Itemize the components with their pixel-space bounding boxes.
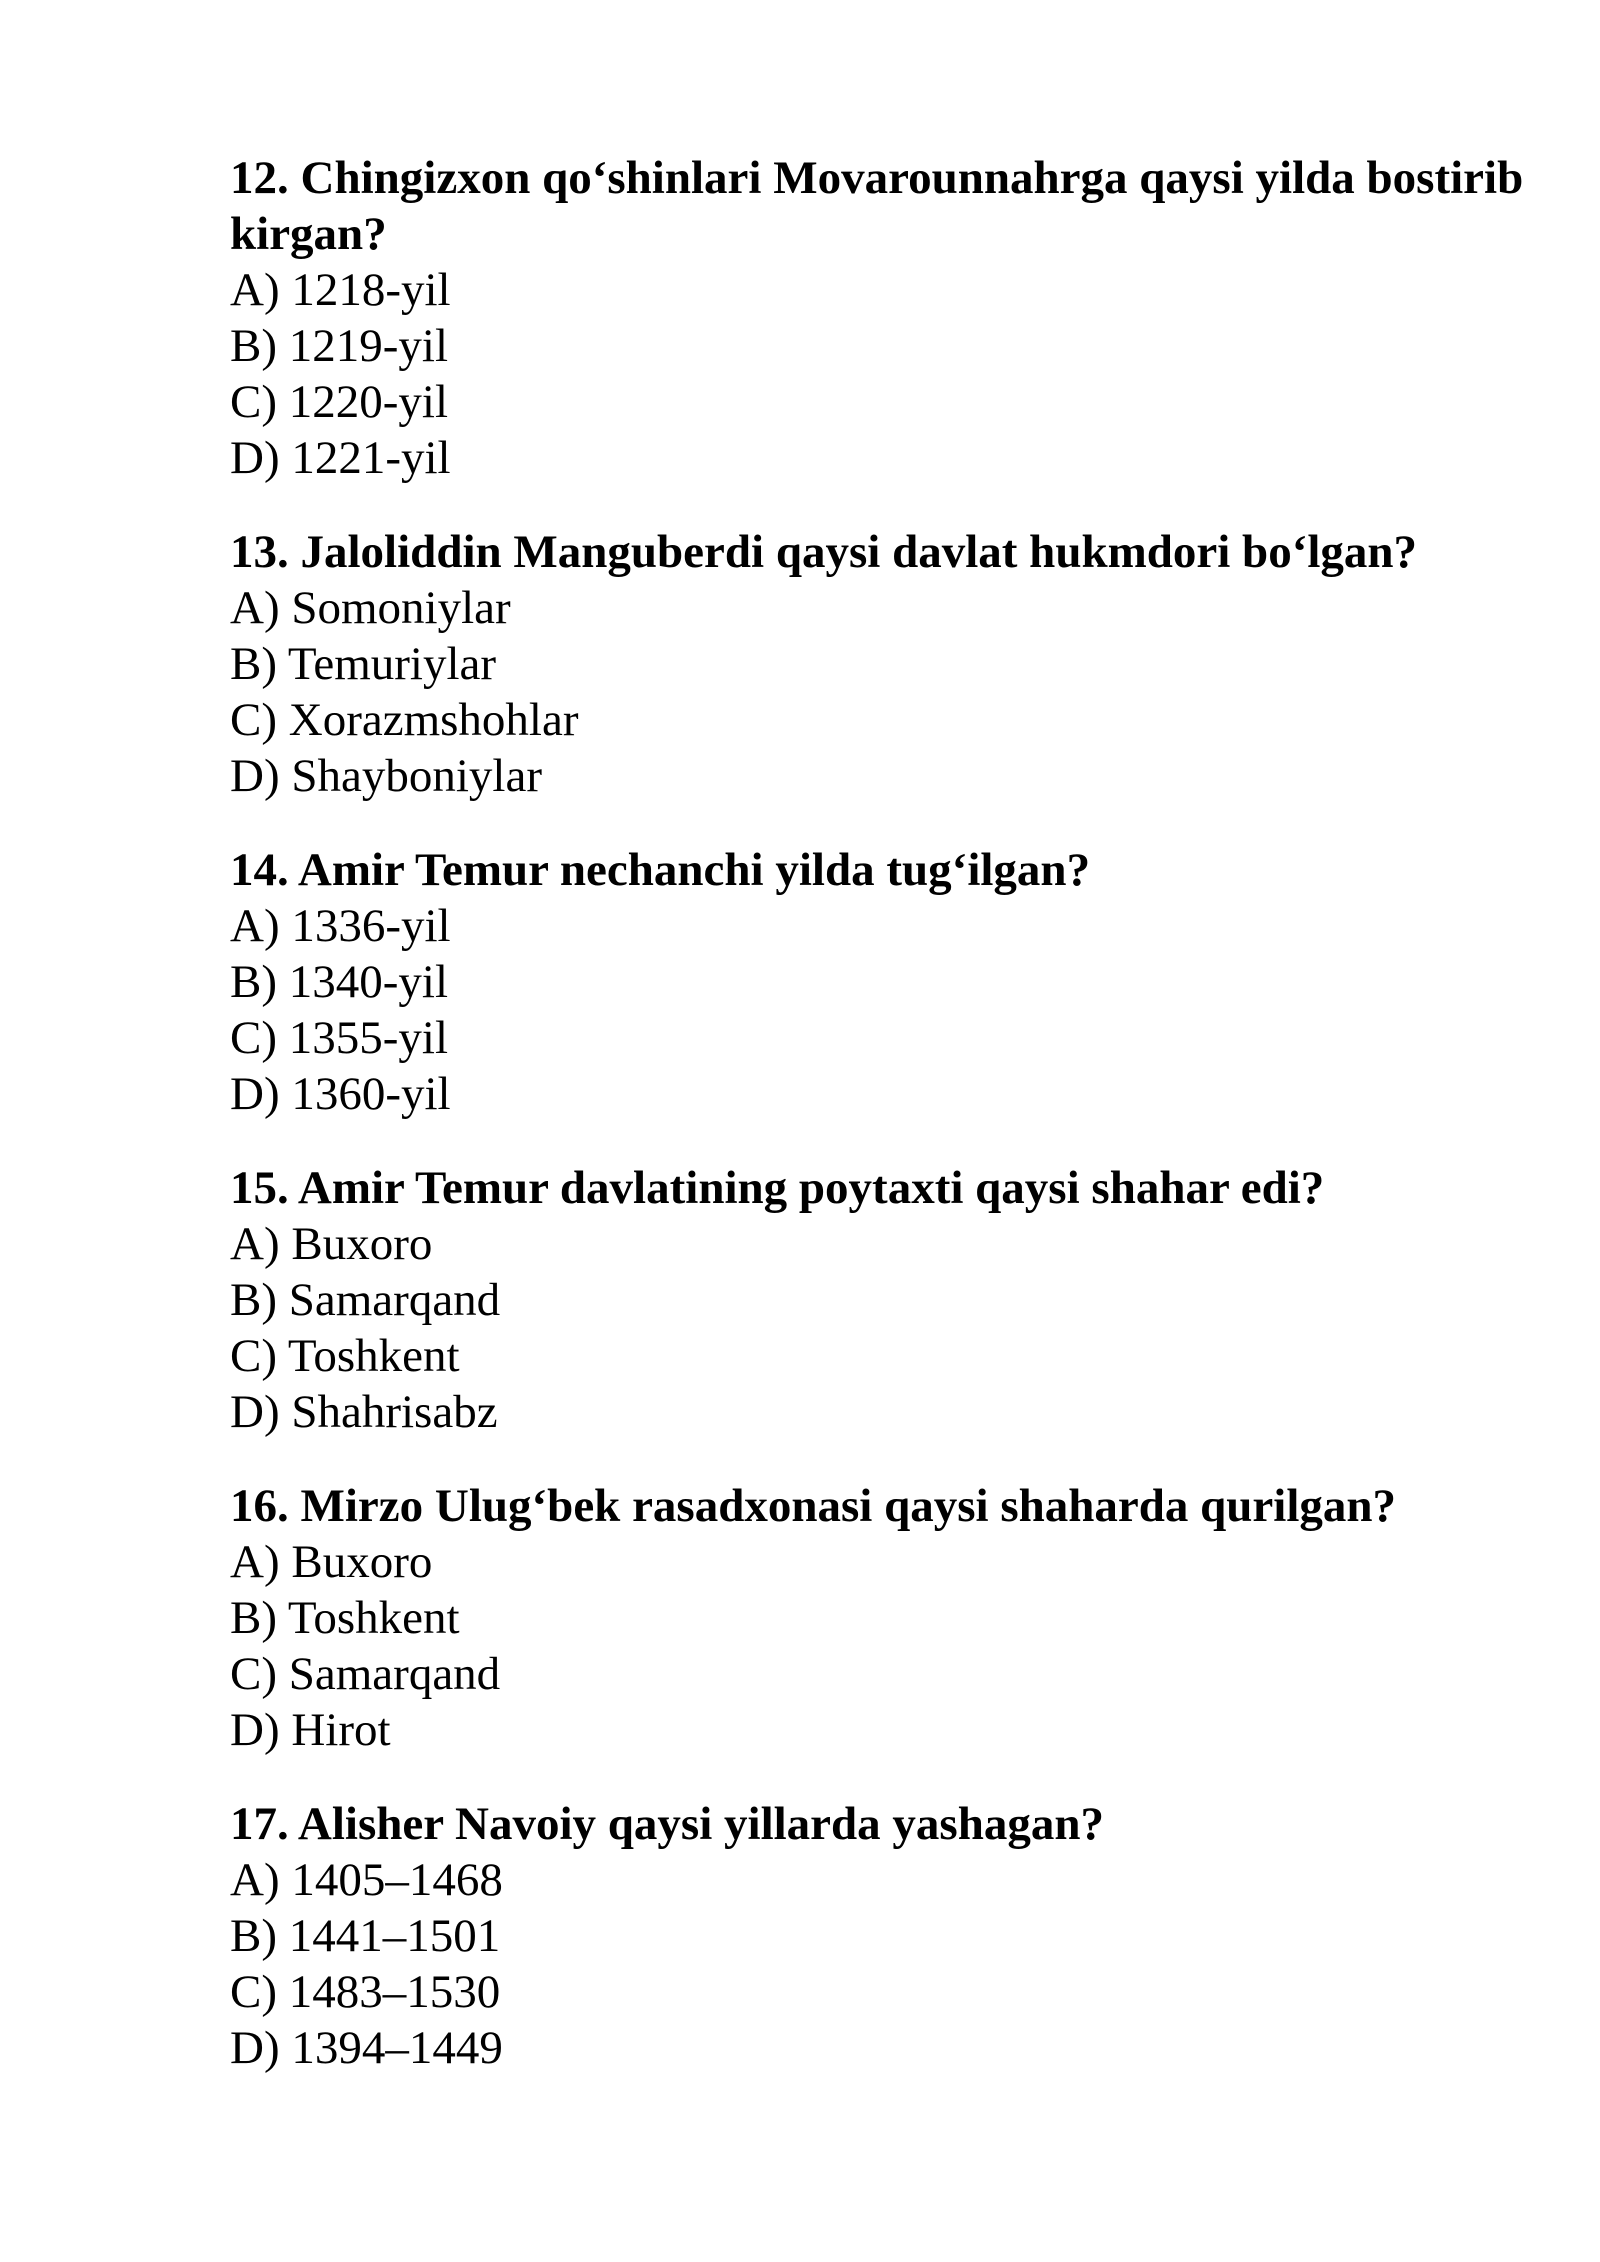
question-text: 13. Jaloliddin Manguberdi qaysi davlat hukmdori bo‘lgan? [230, 526, 1418, 578]
option-b: B) Temuriylar [230, 638, 497, 690]
question-16 [230, 1478, 1530, 1758]
option-b: B) 1340-yil [230, 956, 449, 1008]
answer-options [230, 262, 1530, 486]
question-15 [230, 1160, 1530, 1440]
option-d: D) Shahrisabz [230, 1386, 498, 1438]
question-text: 17. Alisher Navoiy qaysi yillarda yashagan? [230, 1798, 1104, 1850]
option-c: C) Xorazmshohlar [230, 694, 579, 746]
option-c: C) 1355-yil [230, 1012, 449, 1064]
answer-options [230, 898, 1530, 1122]
question-12 [230, 150, 1530, 486]
option-a: A) Somoniylar [230, 582, 511, 634]
question-17 [230, 1796, 1530, 2076]
option-c: C) 1483–1530 [230, 1966, 501, 2018]
question-13 [230, 524, 1530, 804]
option-d: D) Shayboniylar [230, 750, 542, 802]
option-a: A) 1218-yil [230, 264, 451, 316]
answer-options [230, 580, 1530, 804]
option-c: C) 1220-yil [230, 376, 449, 428]
option-d: D) 1221-yil [230, 432, 451, 484]
option-b: B) Samarqand [230, 1274, 501, 1326]
answer-options [230, 1216, 1530, 1440]
option-c: C) Samarqand [230, 1648, 501, 1700]
quiz-page [230, 150, 1530, 2114]
question-14 [230, 842, 1530, 1122]
option-a: A) 1336-yil [230, 900, 451, 952]
option-c: C) Toshkent [230, 1330, 460, 1382]
question-text: 14. Amir Temur nechanchi yilda tug‘ilgan? [230, 844, 1091, 896]
question-text: 15. Amir Temur davlatining poytaxti qaysi shahar edi? [230, 1162, 1325, 1214]
answer-options [230, 1852, 1530, 2076]
question-text: 16. Mirzo Ulug‘bek rasadxonasi qaysi shaharda qurilgan? [230, 1480, 1397, 1532]
option-a: A) Buxoro [230, 1536, 433, 1588]
option-d: D) 1394–1449 [230, 2022, 503, 2074]
option-d: D) Hirot [230, 1704, 391, 1756]
option-b: B) 1441–1501 [230, 1910, 501, 1962]
option-b: B) 1219-yil [230, 320, 449, 372]
answer-options [230, 1534, 1530, 1758]
option-a: A) Buxoro [230, 1218, 433, 1270]
option-a: A) 1405–1468 [230, 1854, 503, 1906]
option-d: D) 1360-yil [230, 1068, 451, 1120]
question-text: 12. Chingizxon qo‘shinlari Movarounnahrga qaysi yilda bostirib kirgan? [230, 152, 1524, 260]
option-b: B) Toshkent [230, 1592, 460, 1644]
